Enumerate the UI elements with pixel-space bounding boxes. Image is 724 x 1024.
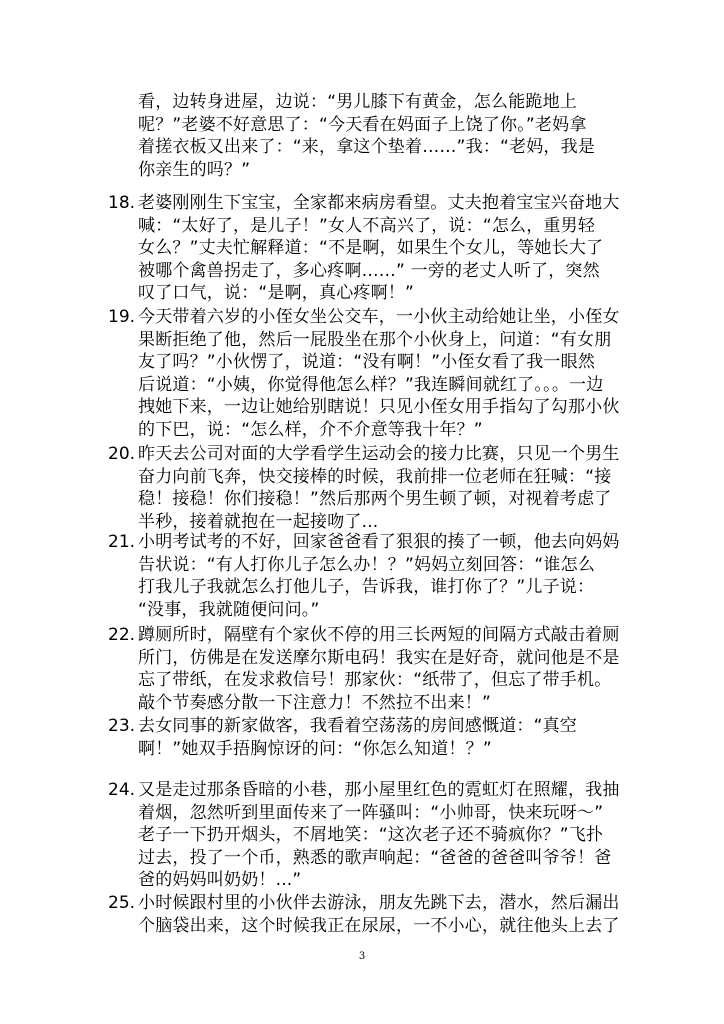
text-line: 着烟，忽然听到里面传来了一阵骚叫：“小帅哥，快来玩呀～” xyxy=(138,802,604,823)
text-line: 着搓衣板又出来了：“来，拿这个垫着……”我：“老妈，我是 xyxy=(138,137,596,157)
text-line: 叹了口气，说：“是啊，真心疼啊！” xyxy=(138,283,415,303)
text-line: 爸的妈妈叫奶奶！...” xyxy=(138,870,302,890)
text-line: 老子一下扔开烟头，不屑地笑：“这次老子还不骑疯你？”飞扑 xyxy=(138,825,604,845)
text-line: 所门，仿佛是在发送摩尔斯电码！我实在是好奇，就问他是不是 xyxy=(138,647,620,668)
text-line: 蹲厕所时，隔壁有个家伙不停的用三长两短的间隔方式敲击着厕 xyxy=(138,625,620,645)
text-line: 敲个节奏感分散一下注意力！不然拉不出来！” xyxy=(138,692,492,713)
text-line: 半秒，接着就抱在一起接吻了... xyxy=(138,511,379,532)
item-number: 22. xyxy=(108,625,136,645)
text-line: 奋力向前飞奔，快交接棒的时候，我前排一位老师在狂喊：“接 xyxy=(138,466,612,487)
text-line: 小明考试考的不好，回家爸爸看了狠狠的揍了一顿，他去向妈妈 xyxy=(138,532,620,552)
text-line: 过去，投了一个币，熟悉的歌声响起：“爸爸的爸爸叫爷爷！爸 xyxy=(138,847,612,868)
page-number: 3 xyxy=(358,951,366,962)
text-line: 的下巴，说：“怎么样，介不介意等我十年？” xyxy=(138,419,483,440)
text-line: 啊！”她双手捂胸惊讶的问：“你怎么知道！？” xyxy=(138,738,492,759)
text-line: 喊：“太好了，是儿子！”女人不高兴了，说：“怎么，重男轻 xyxy=(138,215,596,236)
text-line: 告状说：“有人打你儿子怎么办！？”妈妈立刻回答：“谁怎么 xyxy=(138,554,596,575)
text-line: 老婆刚刚生下宝宝，全家都来病房看望。丈夫抱着宝宝兴奋地大 xyxy=(138,193,620,213)
text-line: 被哪个禽兽拐走了，多心疼啊……” 一旁的老丈人听了，突然 xyxy=(138,260,600,281)
text-line: 个脑袋出来，这个时候我正在尿尿，一不小心，就往他头上去了 xyxy=(138,915,620,936)
text-line: 拽她下来，一边让她给别瞎说！只见小侄女用手指勾了勾那小伙 xyxy=(138,397,620,417)
text-line: 打我儿子我就怎么打他儿子，告诉我，谁打你了？”儿子说： xyxy=(138,577,595,597)
text-line: 看，边转身进屋，边说：“男儿膝下有黄金，怎么能跪地上 xyxy=(138,92,578,112)
text-line: 忘了带纸，在发求救信号！那家伙：“纸带了，但忘了带手机。 xyxy=(138,670,612,690)
text-line: 果断拒绝了他，然后一屁股坐在那个小伙身上，问道：“有女朋 xyxy=(138,329,612,350)
item-number: 25. xyxy=(108,893,136,913)
text-line: 呢？”老婆不好意思了：“今天看在妈面子上饶了你。”老妈拿 xyxy=(138,114,587,135)
item-number: 23. xyxy=(108,716,136,736)
text-line: 后说道：“小姨，你觉得他怎么样？”我连瞬间就红了。。。一边 xyxy=(138,374,604,395)
text-line: 稳！接稳！你们接稳！”然后那两个男生顿了顿，对视着考虑了 xyxy=(138,489,612,509)
text-line: 你亲生的吗？” xyxy=(138,159,251,180)
text-line: 去女同事的新家做客，我看着空荡荡的房间感慨道：“真空 xyxy=(138,716,578,736)
text-line: 今天带着六岁的小侄女坐公交车，一小伙主动给她让坐，小侄女 xyxy=(138,307,620,327)
text-line: 又是走过那条昏暗的小巷，那小屋里红色的霓虹灯在照耀，我抽 xyxy=(138,780,620,800)
text-line: 昨天去公司对面的大学看学生运动会的接力比赛，只见一个男生 xyxy=(138,444,620,464)
item-number: 20. xyxy=(108,444,136,464)
item-number: 18. xyxy=(108,193,136,213)
item-number: 19. xyxy=(108,307,136,327)
text-line: 女么？”丈夫忙解释道：“不是啊，如果生个女儿，等她长大了 xyxy=(138,238,604,258)
item-number: 21. xyxy=(108,532,136,552)
text-line: “没事，我就随便问问。” xyxy=(138,599,320,620)
text-line: 小时候跟村里的小伙伴去游泳，朋友先跳下去，潜水，然后漏出 xyxy=(138,893,620,913)
text-line: 友了吗？”小伙愣了，说道：“没有啊！”小侄女看了我一眼然 xyxy=(138,352,596,372)
item-number: 24. xyxy=(108,780,136,800)
